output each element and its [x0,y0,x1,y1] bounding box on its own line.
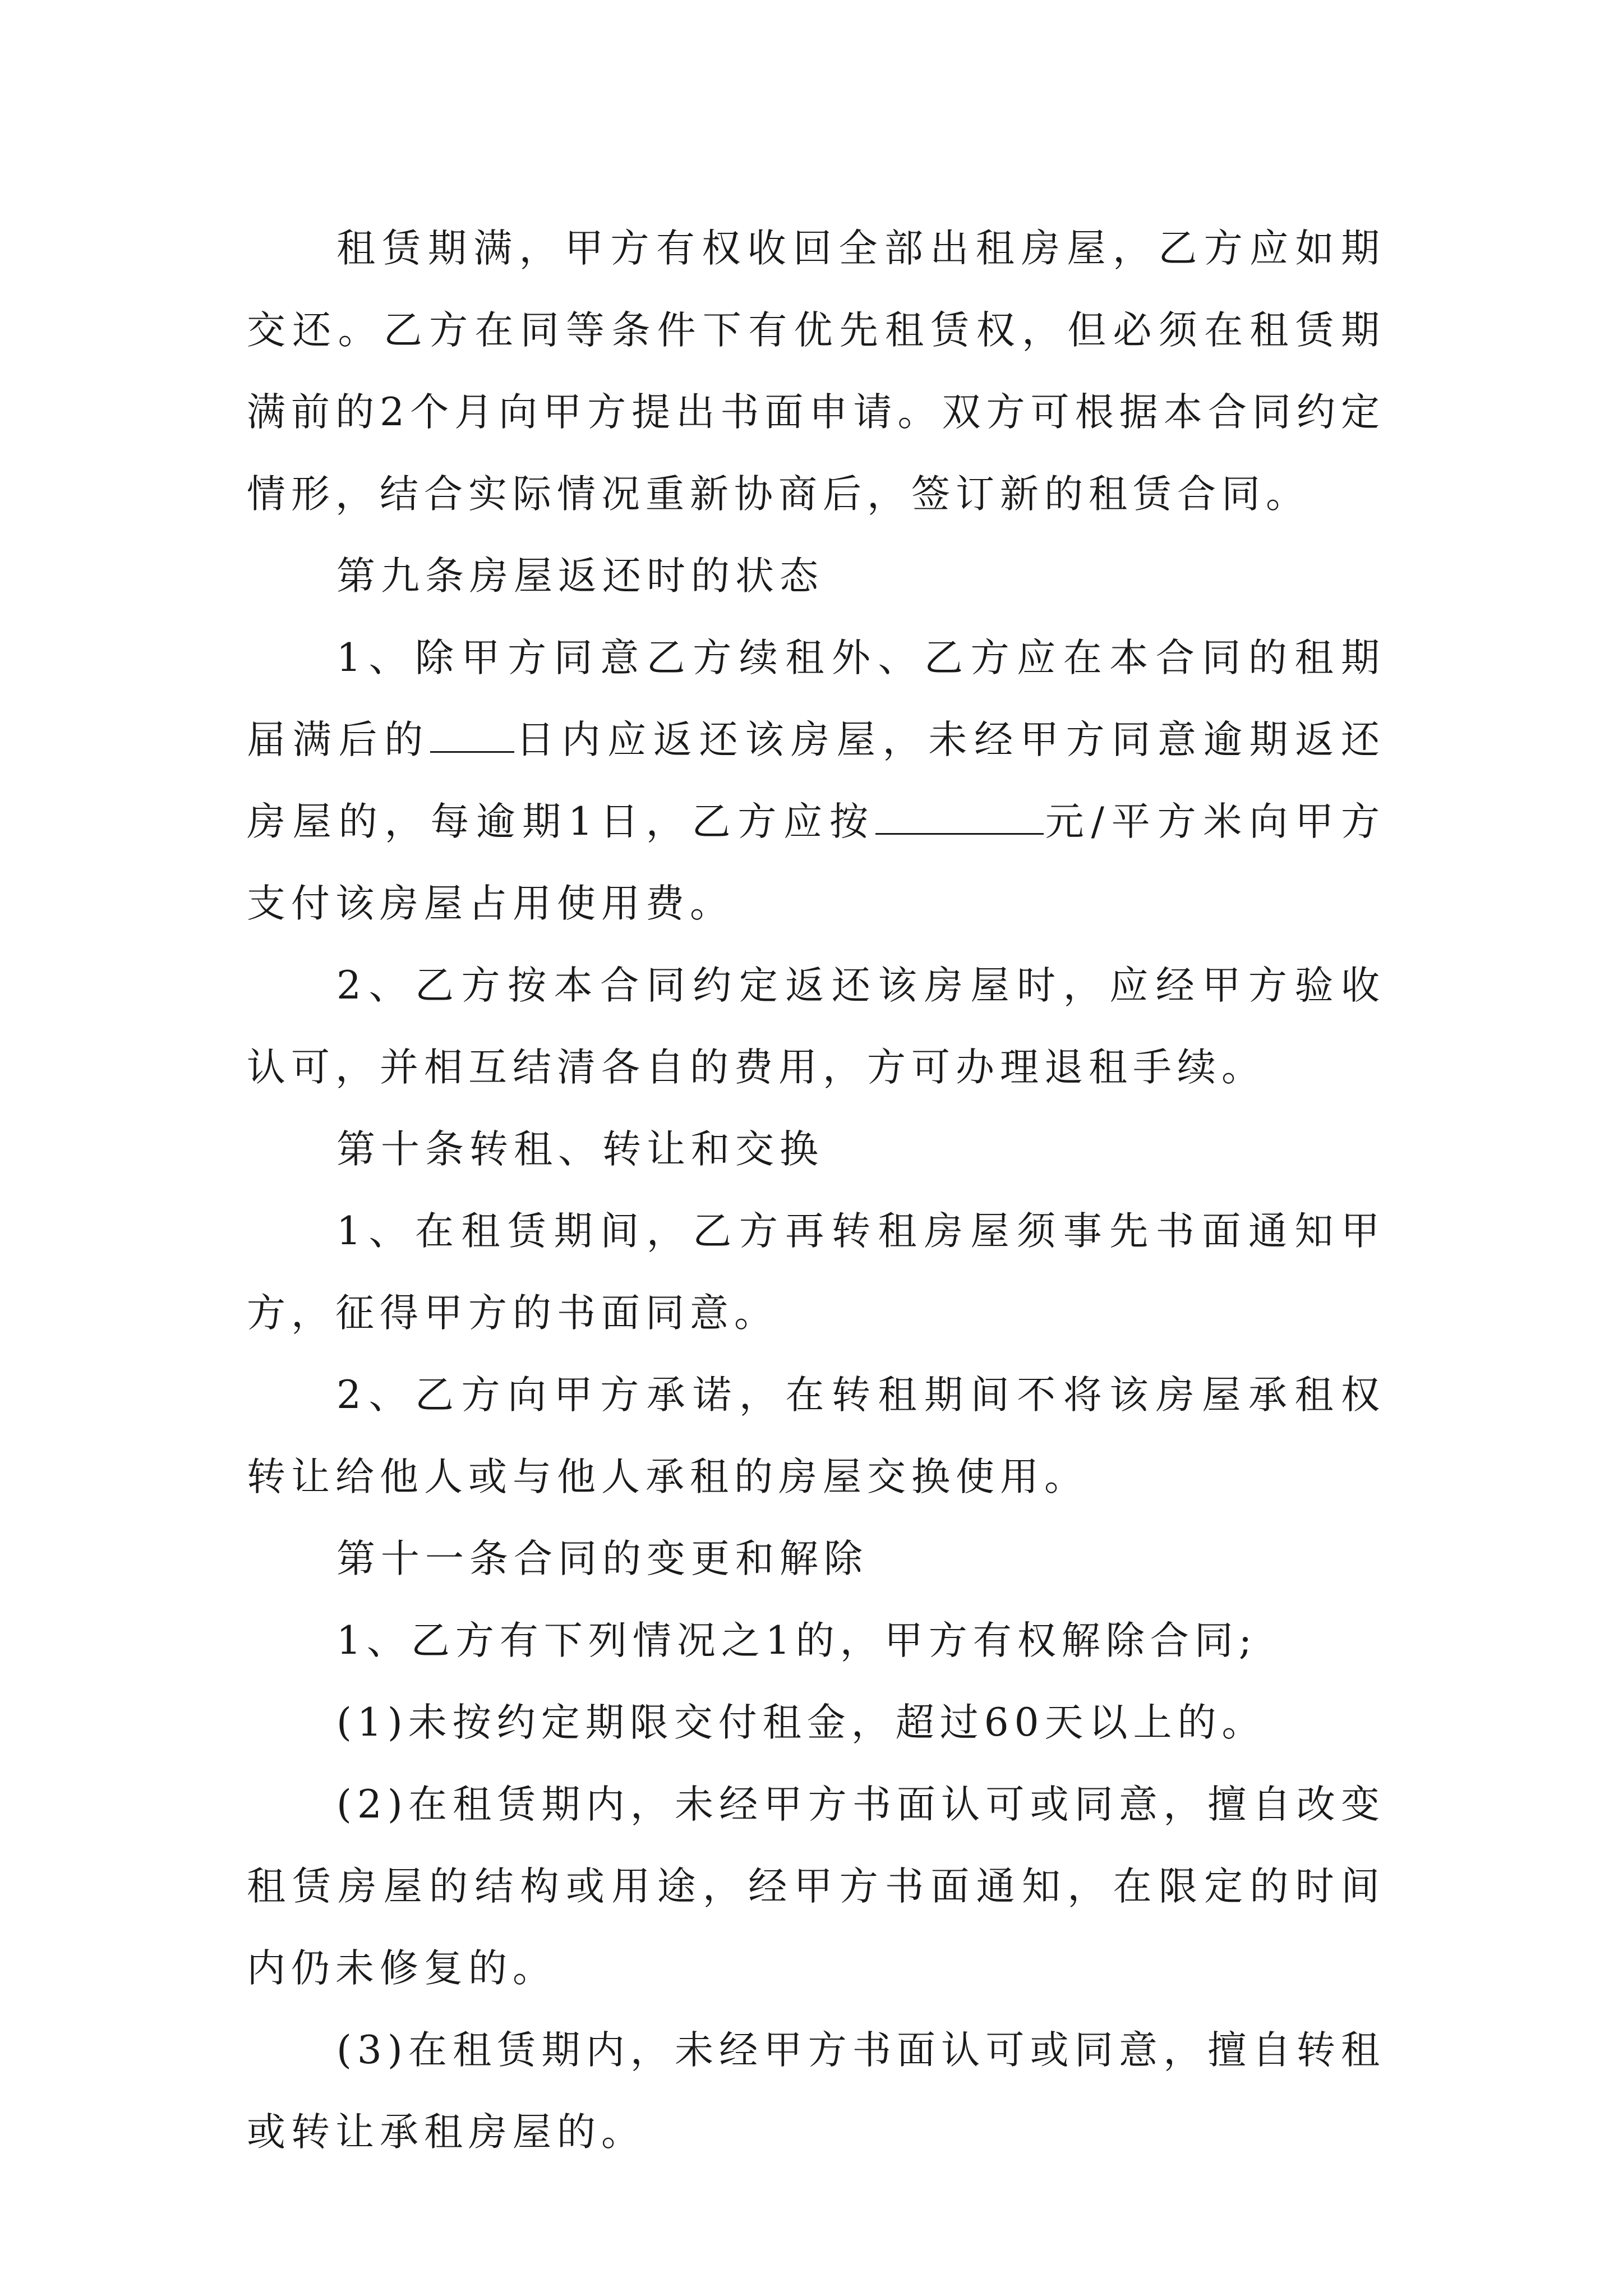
paragraph-article-11-item-2: (2)在租赁期内，未经甲方书面认可或同意，擅自改变租赁房屋的结构或用途，经甲方书面通知，在限定的时间内仍未修复的。 [247,1782,1385,1991]
paragraph-article-9-clause-1 [247,617,1385,945]
document-body [247,208,1385,2173]
fill-blank-fee [875,799,1044,835]
heading-article-11: 第十一条合同的变更和解除 [336,1536,868,1581]
clause-text: 元/平方米向甲方支付该房屋占用使用费。 [247,799,1386,926]
clause-text: 1、除甲方同意乙方续租外、乙方应在本合同的租期届满后的 [247,636,1385,762]
paragraph-lease-expiry: 租赁期满，甲方有权收回全部出租房屋，乙方应如期交还。乙方在同等条件下有优先租赁权，但必须在租赁期满前的2个月向甲方提出书面申请。双方可根据本合同约定情形，结合实际情况重新协商后，签订新的租赁合同。 [247,226,1385,517]
paragraph-article-11-item-3: (3)在租赁期内，未经甲方书面认可或同意，擅自转租或转让承租房屋的。 [247,2028,1385,2155]
paragraph-article-10-clause-2: 2、乙方向甲方承诺，在转租期间不将该房屋承租权转让给他人或与他人承租的房屋交换使用。 [247,1373,1385,1499]
heading-article-9: 第九条房屋返还时的状态 [336,554,824,599]
clause-text: 日内应返还该房屋，未经甲方同意逾期返还房屋的，每逾期1日，乙方应按 [247,717,1386,844]
paragraph-article-11-clause-1: 1、乙方有下列情况之1的，甲方有权解除合同; [336,1618,1258,1663]
heading-article-10: 第十条转租、转让和交换 [336,1127,824,1172]
paragraph-article-11-item-1: (1)未按约定期限交付租金，超过60天以上的。 [336,1700,1266,1745]
paragraph-article-10-clause-1: 1、在租赁期间，乙方再转租房屋须事先书面通知甲方，征得甲方的书面同意。 [247,1209,1385,1336]
fill-blank-days [430,717,514,753]
paragraph-article-9-clause-2: 2、乙方按本合同约定返还该房屋时，应经甲方验收认可，并相互结清各自的费用，方可办理退租手续。 [247,963,1385,1090]
